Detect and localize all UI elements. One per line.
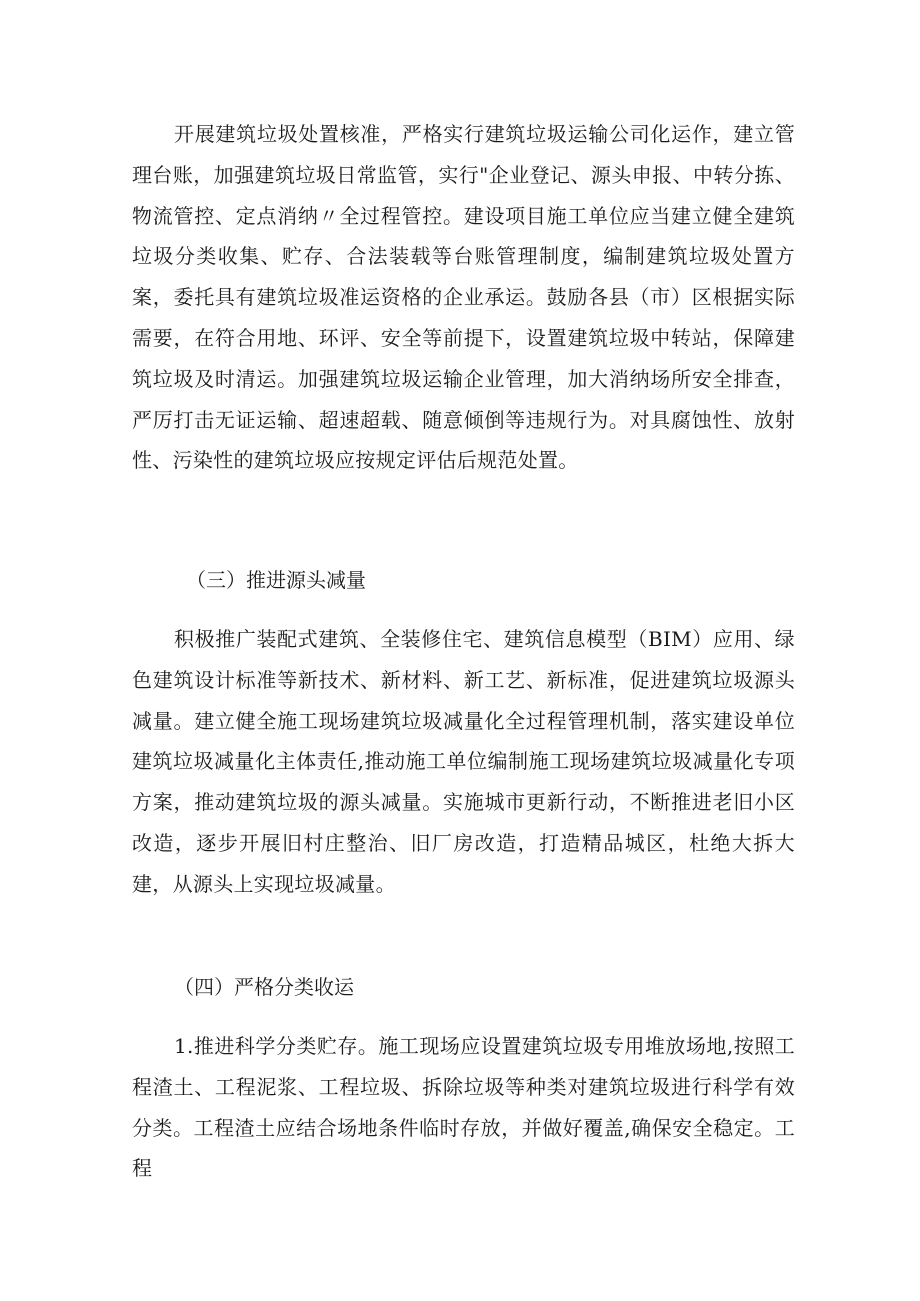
body-paragraph: 积极推广装配式建筑、全装修住宅、建筑信息模型（BIM）应用、绿色建筑设计标准等新技术、新材料、新工艺、新标准，促进建筑垃圾源头减量。建立健全施工现场建筑垃圾减量化全过程管理机制，落实建设单位建筑垃圾减量化主体责任,推动施工单位编制施工现场建筑垃圾减量化专项方案，推动建筑垃圾的源头减量。实施城市更新行动，不断推进老旧小区改造，逐步开展旧村庄整治、旧厂房改造，打造精品城区，杜绝大拆大建，从源头上实现垃圾减量。 — [132, 627, 795, 896]
body-paragraph: 1.推进科学分类贮存。施工现场应设置建筑垃圾专用堆放场地,按照工程渣土、工程泥浆、工程垃圾、拆除垃圾等种类对建筑垃圾进行科学有效分类。工程渣土应结合场地条件临时存放，并做好覆盖,确保安全稳定。工程 — [132, 1034, 795, 1181]
section-heading: （四）严格分类收运 — [174, 975, 354, 999]
body-paragraph: 开展建筑垃圾处置核准，严格实行建筑垃圾运输公司化运作，建立管理台账，加强建筑垃圾日常监管，实行"企业登记、源头申报、中转分拣、物流管控、定点消纳〃全过程管控。建设项目施工单位应当建立健全建筑垃圾分类收集、贮存、合法装载等台账管理制度，编制建筑垃圾处置方案，委托具有建筑垃圾准运资格的企业承运。鼓励各县（市）区根据实际需要，在符合用地、环评、安全等前提下，设置建筑垃圾中转站，保障建筑垃圾及时清运。加强建筑垃圾运输企业管理，加大消纳场所安全排查，严厉打击无证运输、超速超载、随意倾倒等违规行为。对具腐蚀性、放射性、污染性的建筑垃圾应按规定评估后规范处置。 — [132, 122, 795, 473]
section-heading: （三）推进源头减量 — [186, 568, 366, 592]
